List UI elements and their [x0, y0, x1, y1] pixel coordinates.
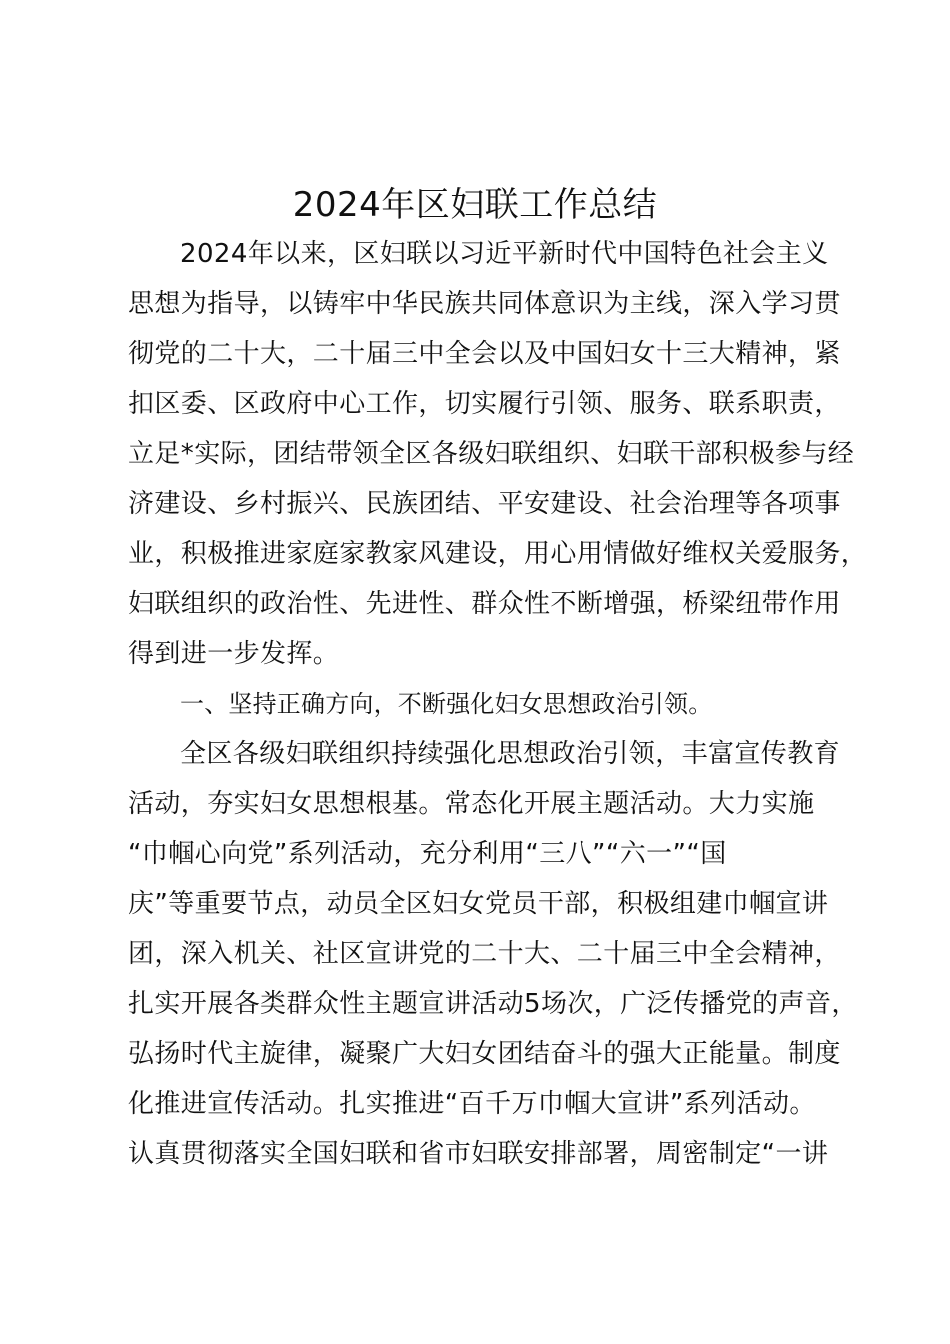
section-heading: 一、坚持正确方向，不断强化妇女思想政治引领。 — [180, 690, 713, 718]
paragraph-line: “巾帼心向党”系列活动，充分利用“三八”“六一”“国 — [128, 839, 727, 869]
paragraph-line: 团，深入机关、社区宣讲党的二十大、二十届三中全会精神， — [128, 939, 841, 969]
paragraph-line: 得到进一步发挥。 — [128, 639, 340, 669]
paragraph-line: 思想为指导，以铸牢中华民族共同体意识为主线，深入学习贯 — [128, 289, 841, 319]
paragraph-line: 2024年以来，区妇联以习近平新时代中国特色社会主义 — [180, 239, 829, 269]
document-title: 2024年区妇联工作总结 — [292, 185, 658, 225]
paragraph-line: 认真贯彻落实全国妇联和省市妇联安排部署，周密制定“一讲 — [128, 1139, 829, 1169]
paragraph-line: 业，积极推进家庭家教家风建设，用心用情做好维权关爱服务， — [128, 539, 868, 569]
paragraph-line: 妇联组织的政治性、先进性、群众性不断增强，桥梁纽带作用 — [128, 589, 841, 619]
paragraph-line: 立足*实际，团结带领全区各级妇联组织、妇联干部积极参与经 — [128, 439, 855, 469]
paragraph-line: 弘扬时代主旋律，凝聚广大妇女团结奋斗的强大正能量。制度 — [128, 1039, 841, 1069]
paragraph-line: 活动，夯实妇女思想根基。常态化开展主题活动。大力实施 — [128, 789, 815, 819]
paragraph-line: 全区各级妇联组织持续强化思想政治引领，丰富宣传教育 — [180, 739, 841, 769]
paragraph-line: 扣区委、区政府中心工作，切实履行引领、服务、联系职责， — [128, 389, 841, 419]
paragraph-line: 扎实开展各类群众性主题宣讲活动5场次，广泛传播党的声音， — [128, 989, 858, 1019]
paragraph-line: 化推进宣传活动。扎实推进“百千万巾帼大宣讲”系列活动。 — [128, 1089, 816, 1119]
paragraph-line: 济建设、乡村振兴、民族团结、平安建设、社会治理等各项事 — [128, 489, 841, 519]
paragraph-line: 庆”等重要节点，动员全区妇女党员干部，积极组建巾帼宣讲 — [128, 889, 829, 919]
paragraph-line: 彻党的二十大，二十届三中全会以及中国妇女十三大精神，紧 — [128, 339, 841, 369]
